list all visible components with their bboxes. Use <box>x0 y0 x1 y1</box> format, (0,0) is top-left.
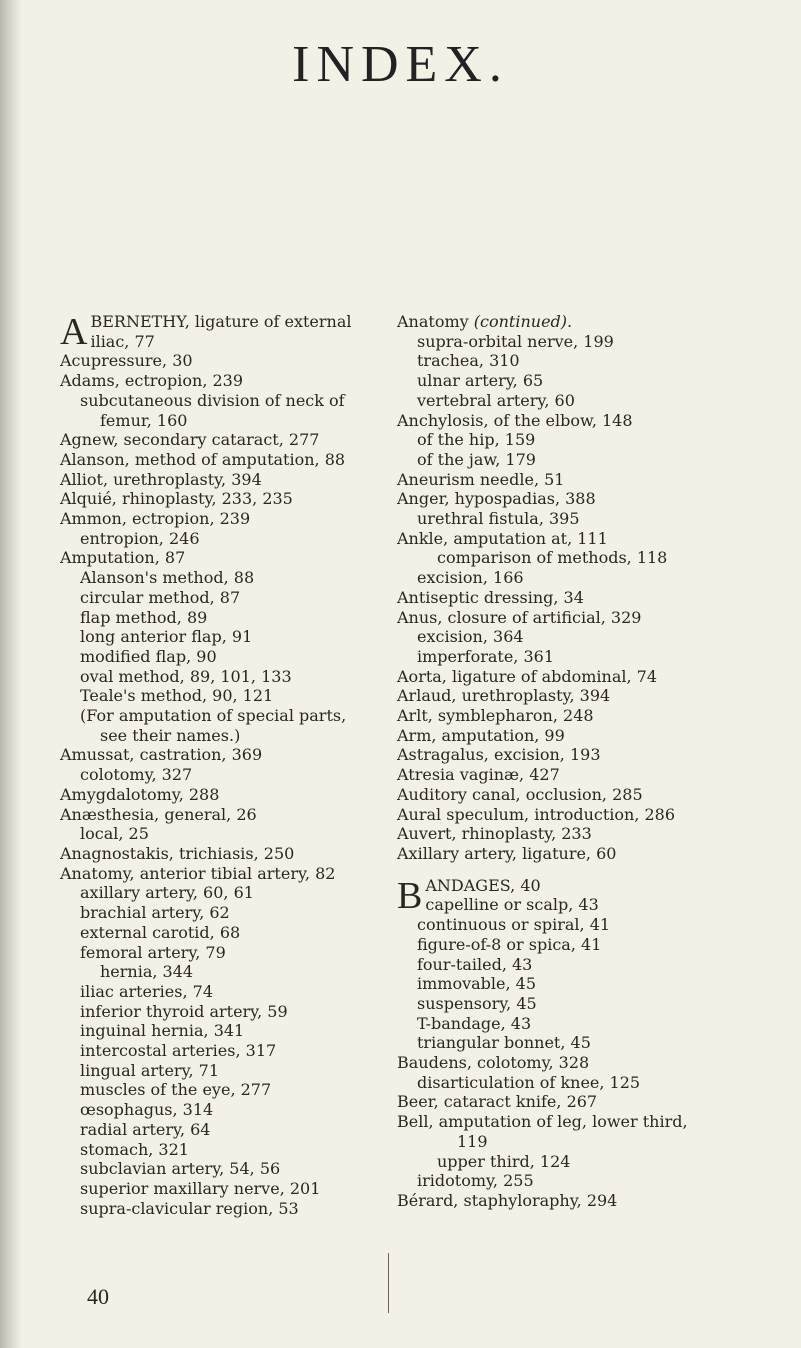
index-entry <box>60 745 360 765</box>
index-entry-text: see their names.) <box>100 725 241 745</box>
index-entry-text: Anus, closure of artificial, 329 <box>397 607 642 627</box>
index-entry-text: (For amputation of special parts, <box>80 706 347 726</box>
index-entry <box>60 1100 360 1120</box>
index-entry-text: external carotid, 68 <box>80 922 241 942</box>
index-entry <box>60 824 360 844</box>
index-entry <box>397 667 782 687</box>
index-entry <box>397 568 782 588</box>
index-entry <box>60 962 360 982</box>
index-entry <box>397 627 782 647</box>
index-entry <box>397 548 782 568</box>
index-entry <box>60 332 360 352</box>
index-entry <box>60 943 360 963</box>
page-binding-shadow <box>0 0 22 1348</box>
index-column-left <box>60 312 360 1218</box>
index-entry-text: colotomy, 327 <box>80 765 193 785</box>
index-entry <box>397 529 782 549</box>
index-entry <box>60 548 360 568</box>
index-entry <box>397 915 782 935</box>
index-entry <box>397 1112 782 1132</box>
index-entry <box>397 1092 782 1112</box>
index-entry <box>60 430 360 450</box>
index-entry-text: radial artery, 64 <box>80 1119 211 1139</box>
index-entry-text: imperforate, 361 <box>417 646 554 666</box>
index-entry <box>60 726 360 746</box>
index-entry <box>397 1033 782 1053</box>
index-entry-text: inguinal hernia, 341 <box>80 1021 245 1041</box>
index-entry <box>397 1132 782 1152</box>
index-entry <box>60 588 360 608</box>
index-entry-text: iliac, 77 <box>90 331 155 351</box>
index-entry-text: figure-of-8 or spica, 41 <box>417 934 602 954</box>
index-entry-text: axillary artery, 60, 61 <box>80 883 254 903</box>
index-entry-text: trachea, 310 <box>417 351 520 371</box>
index-entry-text: Anæsthesia, general, 26 <box>60 804 257 824</box>
index-entry <box>397 994 782 1014</box>
index-entry <box>397 647 782 667</box>
index-entry <box>60 1021 360 1041</box>
index-entry <box>60 883 360 903</box>
index-entry-text: Anagnostakis, trichiasis, 250 <box>60 843 295 863</box>
index-entry-text: Axillary artery, ligature, 60 <box>397 843 617 863</box>
index-entry <box>397 430 782 450</box>
index-entry-text: inferior thyroid artery, 59 <box>80 1001 288 1021</box>
index-entry-text: of the jaw, 179 <box>417 449 536 469</box>
index-entry <box>397 745 782 765</box>
index-entry-text: intercostal arteries, 317 <box>80 1041 277 1061</box>
drop-capital: B <box>397 874 423 917</box>
index-entry-text: Arlt, symblepharon, 248 <box>397 706 594 726</box>
index-section-a-continued <box>397 312 782 864</box>
index-entry <box>60 667 360 687</box>
index-entry-text: Bell, amputation of leg, lower third, <box>397 1112 688 1132</box>
index-entry <box>397 1053 782 1073</box>
index-entry-text: supra-orbital nerve, 199 <box>417 331 614 351</box>
index-entry-text: Amputation, 87 <box>60 548 186 568</box>
index-entry-text: Anatomy <box>397 312 469 331</box>
index-entry <box>60 785 360 805</box>
index-entry-text: upper third, 124 <box>437 1151 571 1171</box>
index-entry <box>60 627 360 647</box>
index-entry-text: lingual artery, 71 <box>80 1060 220 1080</box>
index-entry-text: BERNETHY, ligature of external <box>90 312 352 331</box>
index-entry <box>60 1061 360 1081</box>
index-entry-text: modified flap, 90 <box>80 646 217 666</box>
index-entry <box>60 1120 360 1140</box>
index-entry-text: Bérard, staphyloraphy, 294 <box>397 1190 618 1210</box>
index-entry-text: Amygdalotomy, 288 <box>60 784 220 804</box>
index-entry-text: Acupressure, 30 <box>60 351 193 371</box>
index-entry-text: continuous or spiral, 41 <box>417 915 611 935</box>
section-separator <box>397 864 782 876</box>
index-entry-text: Ankle, amputation at, 111 <box>397 528 608 548</box>
index-entry-text: muscles of the eye, 277 <box>80 1080 272 1100</box>
index-entry <box>397 974 782 994</box>
index-entry-text: oval method, 89, 101, 133 <box>80 666 292 686</box>
index-entry-text: of the hip, 159 <box>417 430 536 450</box>
index-entry <box>397 785 782 805</box>
index-entry <box>60 1080 360 1100</box>
index-entry-text: Atresia vaginæ, 427 <box>397 765 560 785</box>
index-entry <box>60 686 360 706</box>
index-entry <box>397 588 782 608</box>
index-entry-text: Auvert, rhinoplasty, 233 <box>397 824 592 844</box>
index-column-right <box>397 312 782 1211</box>
index-entry <box>60 1140 360 1160</box>
index-entry-text: femur, 160 <box>100 410 188 430</box>
index-entry-text: Agnew, secondary cataract, 277 <box>60 430 320 450</box>
index-entry-text: subcutaneous division of neck of <box>80 390 345 410</box>
page-number: 40 <box>87 1284 109 1309</box>
index-entry-text: urethral fistula, 395 <box>417 509 580 529</box>
index-entry-text: Astragalus, excision, 193 <box>397 745 601 765</box>
column-divider <box>388 1253 389 1313</box>
index-entry <box>60 982 360 1002</box>
index-entry-text: Aural speculum, introduction, 286 <box>397 804 676 824</box>
index-entry-text: local, 25 <box>80 824 149 844</box>
index-entry <box>397 470 782 490</box>
index-entry <box>60 1179 360 1199</box>
index-entry-text: stomach, 321 <box>80 1139 189 1159</box>
index-entry <box>60 805 360 825</box>
index-entry <box>60 391 360 411</box>
index-entry-text: Amussat, castration, 369 <box>60 745 263 765</box>
index-entry <box>397 844 782 864</box>
index-entry-text: Anger, hypospadias, 388 <box>397 489 596 509</box>
index-entry-text: ANDAGES, 40 <box>425 875 541 895</box>
index-entry <box>397 391 782 411</box>
index-entry <box>397 351 782 371</box>
index-entry <box>397 935 782 955</box>
index-entry-text: brachial artery, 62 <box>80 903 230 923</box>
index-entry <box>60 1159 360 1179</box>
index-entry-text: capelline or scalp, 43 <box>425 895 599 915</box>
index-entry <box>397 509 782 529</box>
index-entry-text: Adams, ectropion, 239 <box>60 371 244 391</box>
index-entry <box>60 706 360 726</box>
index-entry <box>60 608 360 628</box>
index-entry <box>60 765 360 785</box>
index-entry <box>60 568 360 588</box>
index-entry-text: suspensory, 45 <box>417 993 537 1013</box>
index-entry <box>397 686 782 706</box>
index-entry <box>397 1014 782 1034</box>
index-entry-text: iridotomy, 255 <box>417 1171 534 1191</box>
index-entry <box>60 647 360 667</box>
index-entry <box>397 1073 782 1093</box>
index-entry <box>397 1152 782 1172</box>
drop-capital: A <box>60 311 88 353</box>
index-entry-text: subclavian artery, 54, 56 <box>80 1159 281 1179</box>
index-entry-text: circular method, 87 <box>80 587 241 607</box>
index-entry <box>60 864 360 884</box>
index-entry-text: Alanson, method of amputation, 88 <box>60 449 346 469</box>
index-entry <box>60 351 360 371</box>
index-entry-text: Teale's method, 90, 121 <box>80 686 274 706</box>
index-entry-text: Aorta, ligature of abdominal, 74 <box>397 666 658 686</box>
index-entry-text: excision, 166 <box>417 568 524 588</box>
index-entry <box>397 805 782 825</box>
index-entry <box>60 529 360 549</box>
index-entry <box>60 1041 360 1061</box>
index-entry-text: comparison of methods, 118 <box>437 548 668 568</box>
index-entry-text: flap method, 89 <box>80 607 208 627</box>
index-entry-text: Alanson's method, 88 <box>80 568 255 588</box>
index-entry-text: 119 <box>457 1131 488 1151</box>
index-entry <box>60 411 360 431</box>
index-entry <box>397 1191 782 1211</box>
index-entry-text: Baudens, colotomy, 328 <box>397 1053 590 1073</box>
index-entry <box>397 895 782 915</box>
index-entry <box>60 1199 360 1219</box>
index-entry <box>397 1171 782 1191</box>
index-entry-text: T-bandage, 43 <box>417 1013 532 1033</box>
index-entry <box>60 509 360 529</box>
index-entry <box>60 450 360 470</box>
index-entry-text: Beer, cataract knife, 267 <box>397 1092 598 1112</box>
index-entry-text: superior maxillary nerve, 201 <box>80 1178 321 1198</box>
index-entry <box>397 824 782 844</box>
index-entry <box>397 765 782 785</box>
index-entry-text: Anatomy, anterior tibial artery, 82 <box>60 863 336 883</box>
index-entry <box>60 923 360 943</box>
index-entry <box>397 371 782 391</box>
index-entry-text: Arlaud, urethroplasty, 394 <box>397 686 611 706</box>
index-entry-text: œsophagus, 314 <box>80 1100 214 1120</box>
index-entry-text: supra-clavicular region, 53 <box>80 1198 299 1218</box>
index-entry-text: Alquié, rhinoplasty, 233, 235 <box>60 489 293 509</box>
index-entry <box>397 489 782 509</box>
page-title: INDEX. <box>292 36 509 93</box>
index-entry <box>60 371 360 391</box>
index-entry <box>397 726 782 746</box>
index-entry <box>397 411 782 431</box>
index-entry-text: Aneurism needle, 51 <box>397 469 565 489</box>
index-entry <box>60 844 360 864</box>
index-entry-text: Arm, amputation, 99 <box>397 725 565 745</box>
index-entry <box>60 903 360 923</box>
index-entry-text: femoral artery, 79 <box>80 942 226 962</box>
index-entry-text: four-tailed, 43 <box>417 954 533 974</box>
index-entry-text: Anchylosis, of the elbow, 148 <box>397 410 633 430</box>
index-entry <box>60 489 360 509</box>
index-entry-text: Ammon, ectropion, 239 <box>60 509 251 529</box>
index-entry <box>397 450 782 470</box>
index-entry-text: immovable, 45 <box>417 974 537 994</box>
index-entry-text: ulnar artery, 65 <box>417 371 544 391</box>
index-entry-text: triangular bonnet, 45 <box>417 1033 591 1053</box>
index-entry <box>397 706 782 726</box>
index-entry <box>397 955 782 975</box>
index-entry-text: excision, 364 <box>417 627 524 647</box>
index-entry-text: Auditory canal, occlusion, 285 <box>397 784 643 804</box>
index-entry-text: hernia, 344 <box>100 962 194 982</box>
index-entry-text: long anterior flap, 91 <box>80 627 253 647</box>
continued-note: (continued). <box>473 312 573 331</box>
index-entry-text: iliac arteries, 74 <box>80 981 213 1001</box>
index-entry <box>60 470 360 490</box>
index-entry <box>397 608 782 628</box>
index-entry-text: Alliot, urethroplasty, 394 <box>60 469 262 489</box>
index-entry <box>60 1002 360 1022</box>
index-entry-text: entropion, 246 <box>80 528 200 548</box>
index-entry <box>397 312 782 332</box>
index-entry-text: vertebral artery, 60 <box>417 390 575 410</box>
index-entry-text: Antiseptic dressing, 34 <box>397 587 584 607</box>
index-entry <box>397 332 782 352</box>
index-entry-text: disarticulation of knee, 125 <box>417 1072 641 1092</box>
index-section-b <box>397 876 782 1211</box>
